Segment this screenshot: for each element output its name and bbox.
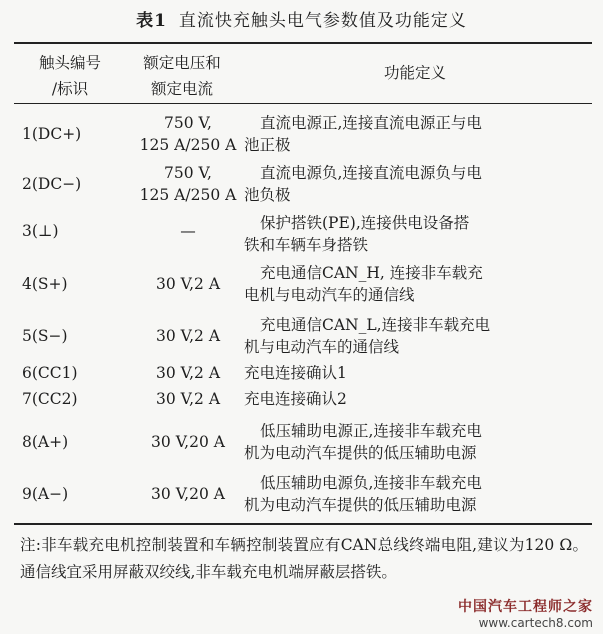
contact-id: 4(S+) bbox=[22, 275, 68, 293]
header-rating-line2: 额定电流 bbox=[150, 80, 213, 98]
function-cell bbox=[244, 112, 589, 156]
contact-id: 1(DC+) bbox=[22, 125, 82, 143]
function-cell bbox=[244, 314, 589, 358]
contact-id: 8(A+) bbox=[22, 433, 69, 451]
top-rule bbox=[14, 42, 592, 44]
rating-cell bbox=[132, 220, 244, 242]
function-line: 机与电动汽车的通信线 bbox=[244, 338, 400, 356]
bottom-rule bbox=[14, 523, 592, 525]
function-cell bbox=[244, 162, 589, 206]
header-contact-id-line1: 触头编号 bbox=[38, 54, 101, 72]
function-line: 充电通信CAN_H, 连接非车载充 bbox=[260, 264, 483, 282]
header-rating-line1: 额定电压和 bbox=[143, 54, 221, 72]
rating-cell bbox=[132, 431, 244, 453]
header-contact-id-line2: /标识 bbox=[51, 80, 89, 98]
function-line: 充电通信CAN_L,连接非车载充电 bbox=[260, 316, 491, 334]
rating-line: 125 A/250 A bbox=[139, 136, 237, 154]
function-cell bbox=[244, 472, 589, 516]
function-line: 充电连接确认2 bbox=[244, 390, 347, 408]
table-note: 注:非车载充电机控制装置和车辆控制装置应有CAN总线终端电阻,建议为120 Ω。通信线宜采用屏蔽双绞线,非车载充电机端屏蔽层搭铁。 bbox=[20, 536, 588, 581]
function-line: 保护搭铁(PE),连接供电设备搭 bbox=[260, 214, 470, 232]
header-function: 功能定义 bbox=[383, 64, 446, 82]
contact-id: 2(DC−) bbox=[22, 175, 82, 193]
rating-line: — bbox=[180, 222, 196, 240]
rating-cell bbox=[132, 273, 244, 295]
header-contact-id bbox=[14, 50, 126, 102]
function-cell bbox=[244, 362, 589, 384]
contact-id: 3(⊥) bbox=[22, 222, 59, 240]
rating-line: 30 V,20 A bbox=[151, 485, 225, 503]
rating-line: 30 V,2 A bbox=[155, 275, 221, 293]
rating-line: 30 V,2 A bbox=[155, 327, 221, 345]
function-line: 机为电动汽车提供的低压辅助电源 bbox=[244, 444, 477, 462]
contact-id: 7(CC2) bbox=[22, 390, 78, 408]
function-line: 机为电动汽车提供的低压辅助电源 bbox=[244, 496, 477, 514]
rating-line: 30 V,20 A bbox=[151, 433, 225, 451]
rating-line: 750 V, bbox=[164, 164, 212, 182]
rating-cell bbox=[132, 388, 244, 410]
function-line: 铁和车辆车身搭铁 bbox=[244, 236, 369, 254]
rating-line: 750 V, bbox=[164, 114, 212, 132]
rating-cell bbox=[132, 112, 244, 156]
rating-cell bbox=[132, 162, 244, 206]
function-line: 低压辅助电源正,连接非车载充电 bbox=[260, 422, 482, 440]
header-rule bbox=[14, 103, 592, 104]
rating-cell bbox=[132, 325, 244, 347]
function-cell bbox=[244, 420, 589, 464]
function-line: 电机与电动汽车的通信线 bbox=[244, 286, 415, 304]
function-line: 直流电源正,连接直流电源正与电 bbox=[260, 114, 482, 132]
function-cell bbox=[244, 212, 589, 256]
rating-cell bbox=[132, 483, 244, 505]
table-title bbox=[0, 6, 603, 31]
rating-cell bbox=[132, 362, 244, 384]
table-number: 表1 bbox=[136, 11, 167, 31]
contact-id: 6(CC1) bbox=[22, 364, 78, 382]
function-line: 充电连接确认1 bbox=[244, 364, 347, 382]
function-line: 直流电源负,连接直流电源负与电 bbox=[260, 164, 482, 182]
header-rating bbox=[126, 50, 238, 102]
function-cell bbox=[244, 388, 589, 410]
watermark-url: www.cartech8.com bbox=[478, 616, 593, 630]
contact-id: 5(S−) bbox=[22, 327, 68, 345]
function-line: 池负极 bbox=[244, 186, 291, 204]
rating-line: 30 V,2 A bbox=[155, 364, 221, 382]
watermark-name: 中国汽车工程师之家 bbox=[458, 599, 593, 615]
watermark bbox=[458, 596, 593, 630]
table-title-text: 直流快充触头电气参数值及功能定义 bbox=[178, 11, 467, 31]
contact-id: 9(A−) bbox=[22, 485, 69, 503]
function-line: 池正极 bbox=[244, 136, 291, 154]
rating-line: 125 A/250 A bbox=[139, 186, 237, 204]
rating-line: 30 V,2 A bbox=[155, 390, 221, 408]
function-cell bbox=[244, 262, 589, 306]
function-line: 低压辅助电源负,连接非车载充电 bbox=[260, 474, 482, 492]
